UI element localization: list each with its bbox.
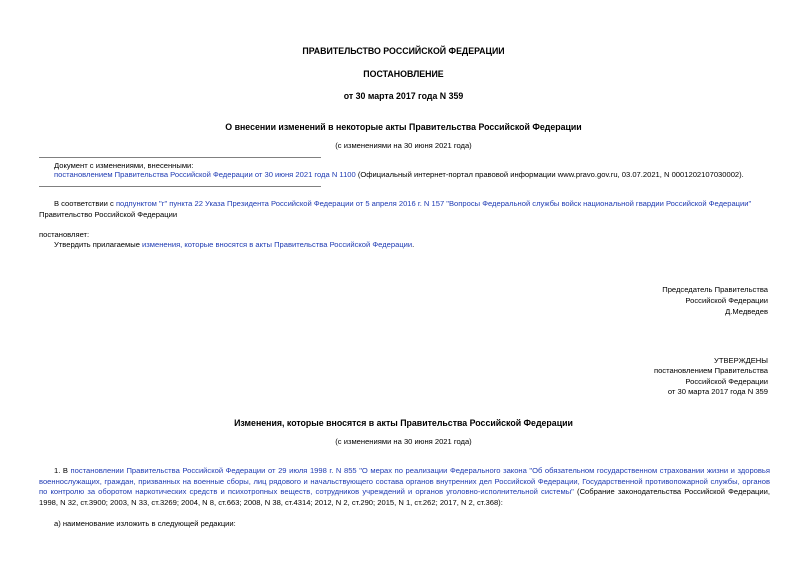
divider-bottom [39,186,321,187]
divider-top [39,157,321,158]
item-1-link[interactable]: постановлении Правительства Российской Федерации от 29 июля 1998 г. N 855 "О мерах по реализации Федерального закона "Об обязательном государственном страховании жизни и здоровья военнослужащих, граждан, призванных на военные сборы, лиц рядового и начальствующего состава органов внутренних дел Российской Федерации, Государственной противопожарной службы, органов по контролю за оборотом наркотических средств и психотропных веществ, сотрудников учреждений и органов уголовно-исполнительной системы" [39,466,770,497]
preamble-link[interactable]: подпунктом "г" пункта 22 Указа Президента Российской Федерации от 5 апреля 2016 г. N 157 "Вопросы Федеральной службы войск национальной гвардии Российской Федерации" [115,199,752,208]
signature-position-1: Председатель Правительства [662,285,768,294]
changes-note-tail: (Официальный интернет-портал правовой информации www.pravo.gov.ru, 03.07.2021, N 0001202107030002). [355,170,744,179]
changes-note-label: Документ с изменениями, внесенными: [54,161,194,170]
signature-position-2: Российской Федерации [685,296,768,305]
annex-title: Изменения, которые вносятся в акты Правительства Российской Федерации [234,418,573,428]
changes-note-link[interactable]: постановлением Правительства Российской Федерации от 30 июня 2021 года N 1100 [54,170,356,179]
doc-title: О внесении изменений в некоторые акты Правительства Российской Федерации [225,122,582,132]
approve-paragraph [54,240,414,251]
approved-line-4: от 30 марта 2017 года N 359 [667,387,768,396]
preamble-prefix: В соответствии с [54,199,116,208]
doc-date-heading: от 30 марта 2017 года N 359 [343,91,464,101]
approve-link[interactable]: изменения, которые вносятся в акты Правительства Российской Федерации [142,240,413,249]
approve-prefix: Утвердить прилагаемые [54,240,143,249]
approved-line-1: УТВЕРЖДЕНЫ [714,356,768,365]
annex-subtitle: (с изменениями на 30 июня 2021 года) [335,437,472,446]
preamble-suffix: Правительство Российской Федерации [39,209,178,219]
doc-subtitle: (с изменениями на 30 июня 2021 года) [335,141,472,150]
changes-note [54,170,744,181]
approve-suffix: . [412,240,415,249]
item-1-number: 1. В [54,466,71,475]
signature-name: Д.Медведев [725,307,768,316]
doc-type-heading: ПОСТАНОВЛЕНИЕ [363,69,444,79]
government-heading: ПРАВИТЕЛЬСТВО РОССИЙСКОЙ ФЕДЕРАЦИИ [302,46,505,56]
approved-line-2: постановлением Правительства [653,366,768,375]
approved-line-3: Российской Федерации [685,377,768,386]
decree-word: постановляет: [39,230,90,239]
subitem-a: а) наименование изложить в следующей редакции: [54,519,236,528]
item-1-tail: (Собрание законодательства Российской Федерации, 1998, N 32, ст.3900; 2003, N 33, ст.3269; 2004, N 8, ст.663; 2008, N 38, ст.4314; 2012, N 2, ст.290; 2015, N 1, ст.262; 2017, N 2, ст.368): [39,487,771,507]
preamble-paragraph [39,199,770,220]
item-1-paragraph [39,466,770,508]
